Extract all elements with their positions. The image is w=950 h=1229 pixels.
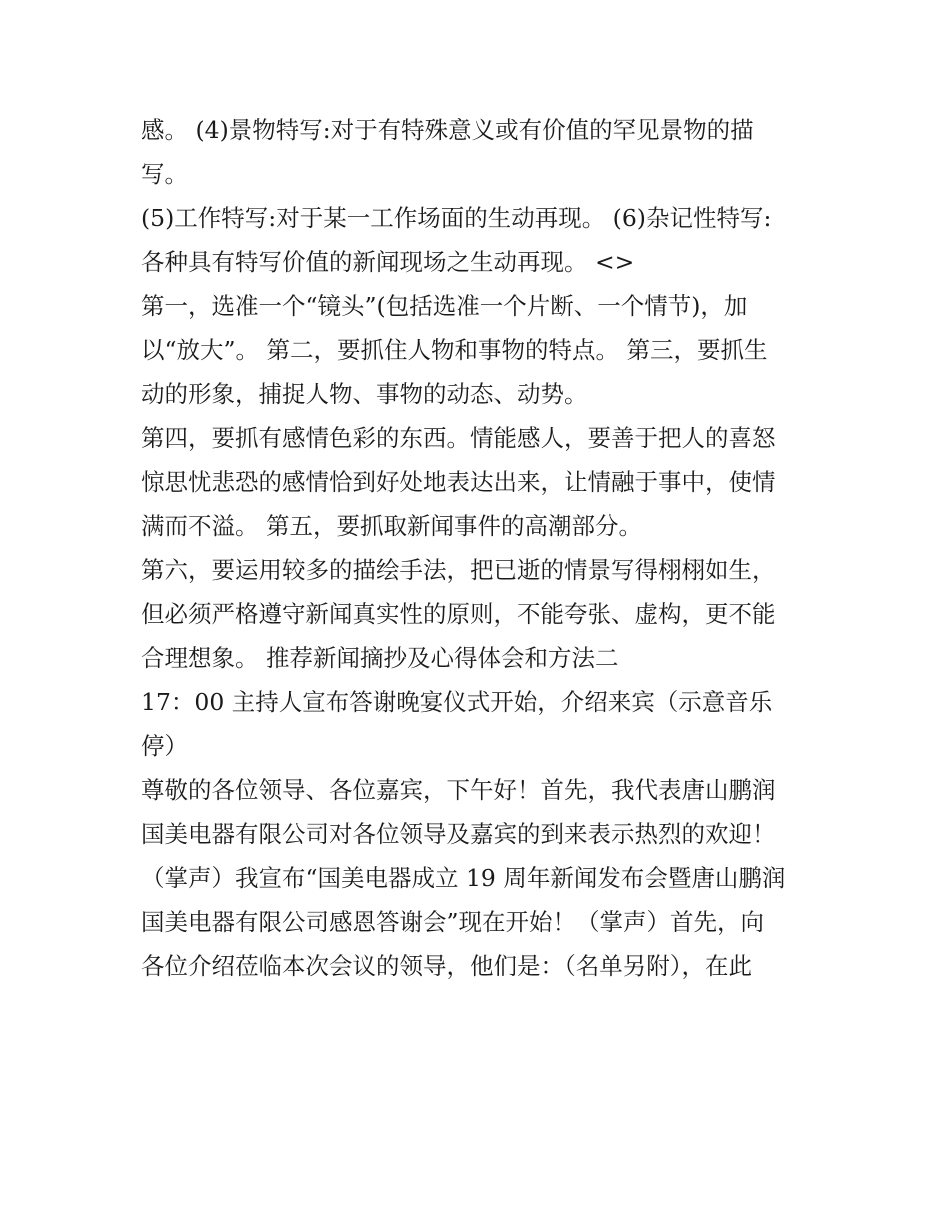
text-line: 惊思忧悲恐的感情恰到好处地表达出来，让情融于事中，使情 bbox=[141, 468, 776, 496]
text-line: 但必须严格遵守新闻真实性的原则，不能夸张、虚构，更不能 bbox=[141, 600, 776, 628]
text-line: (5)工作特写:对于某一工作场面的生动再现。 (6)杂记性特写: bbox=[141, 204, 772, 232]
text-line: 满而不溢。 第五，要抓取新闻事件的高潮部分。 bbox=[141, 512, 642, 540]
text-line: 各种具有特写价值的新闻现场之生动再现。 <> bbox=[141, 248, 635, 276]
body-text bbox=[141, 108, 821, 988]
text-line: 感。 (4)景物特写:对于有特殊意义或有价值的罕见景物的描 bbox=[141, 116, 754, 144]
text-line: 动的形象，捕捉人物、事物的动态、动势。 bbox=[141, 380, 588, 408]
text-line: 停） bbox=[141, 732, 188, 760]
text-line: 写。 bbox=[141, 160, 188, 188]
text-line: 第一，选准一个“镜头”(包括选准一个片断、一个情节)，加 bbox=[141, 292, 748, 320]
text-line: 尊敬的各位领导、各位嘉宾，下午好！首先，我代表唐山鹏润 bbox=[141, 776, 776, 804]
text-line: 国美电器有限公司对各位领导及嘉宾的到来表示热烈的欢迎！ bbox=[141, 820, 776, 848]
text-line: 国美电器有限公司感恩答谢会”现在开始！（掌声）首先，向 bbox=[141, 908, 765, 936]
text-line: 第四，要抓有感情色彩的东西。情能感人，要善于把人的喜怒 bbox=[141, 424, 776, 452]
text-line: 以“放大”。 第二，要抓住人物和事物的特点。 第三，要抓生 bbox=[141, 336, 768, 364]
text-line: 17：00 主持人宣布答谢晚宴仪式开始，介绍来宾（示意音乐 bbox=[141, 688, 773, 716]
text-line: 合理想象。 推荐新闻摘抄及心得体会和方法二 bbox=[141, 644, 619, 672]
text-line: 第六，要运用较多的描绘手法，把已逝的情景写得栩栩如生， bbox=[141, 556, 776, 584]
text-line: 各位介绍莅临本次会议的领导，他们是：（名单另附），在此 bbox=[141, 952, 752, 980]
text-line: （掌声）我宣布“国美电器成立 19 周年新闻发布会暨唐山鹏润 bbox=[141, 864, 786, 892]
